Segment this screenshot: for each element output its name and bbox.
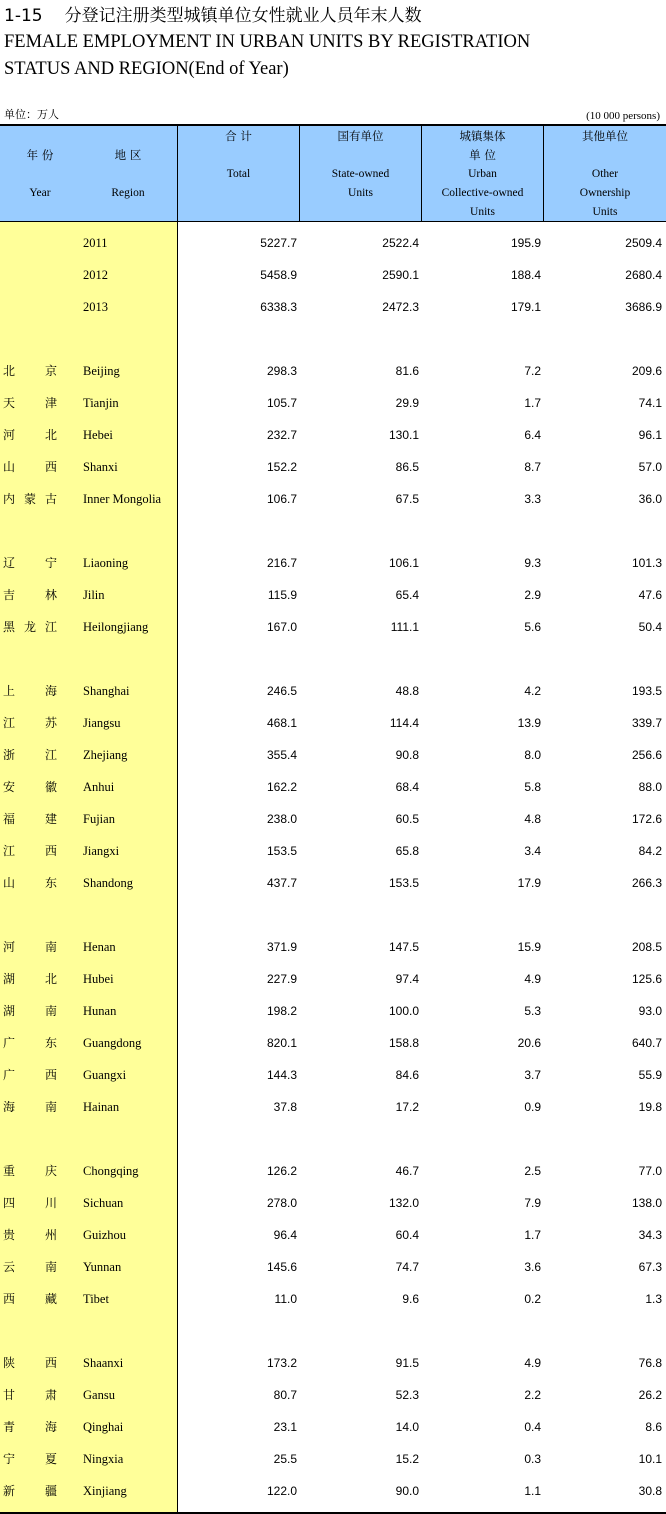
cell-total: 468.1 bbox=[266, 716, 297, 730]
cell-other-ownership: 172.6 bbox=[631, 812, 662, 826]
region-cn-char: 天 bbox=[3, 396, 16, 410]
cell-collective-owned: 3.6 bbox=[524, 1260, 541, 1274]
cell-total: 115.9 bbox=[267, 588, 297, 602]
cell-total: 23.1 bbox=[273, 1420, 297, 1434]
unit-label-cn: 单位：万人 bbox=[4, 108, 59, 121]
cell-collective-owned: 1.7 bbox=[524, 396, 541, 410]
cell-collective-owned: 4.9 bbox=[524, 1356, 541, 1370]
table-row bbox=[0, 233, 666, 253]
cell-state-owned: 68.4 bbox=[395, 780, 419, 794]
region-en: Jiangsu bbox=[83, 716, 121, 730]
cell-state-owned: 86.5 bbox=[395, 460, 419, 474]
region-cn-char: 西 bbox=[45, 844, 58, 858]
cell-other-ownership: 3686.9 bbox=[625, 300, 662, 314]
cell-collective-owned: 9.3 bbox=[524, 556, 541, 570]
cell-state-owned: 67.5 bbox=[395, 492, 419, 506]
table-row bbox=[0, 1481, 666, 1501]
region-cn-char: 东 bbox=[45, 1036, 58, 1050]
cell-collective-owned: 3.3 bbox=[524, 492, 541, 506]
region-cn-char: 黑 bbox=[3, 620, 16, 634]
region-en: Shaanxi bbox=[83, 1356, 124, 1370]
cell-total: 144.3 bbox=[266, 1068, 297, 1082]
cell-other-ownership: 74.1 bbox=[638, 396, 662, 410]
region-en: Hainan bbox=[83, 1100, 120, 1114]
header-collective-cn2: 单 位 bbox=[469, 148, 496, 162]
cell-state-owned: 74.7 bbox=[395, 1260, 419, 1274]
cell-state-owned: 114.4 bbox=[389, 716, 419, 730]
table-row bbox=[0, 873, 666, 893]
table-row bbox=[0, 361, 666, 381]
region-cn-char: 津 bbox=[45, 396, 58, 410]
cell-collective-owned: 15.9 bbox=[517, 940, 541, 954]
region-en: Jiangxi bbox=[83, 844, 120, 858]
table-row bbox=[0, 713, 666, 733]
region-cn-char: 新 bbox=[3, 1484, 16, 1498]
cell-other-ownership: 640.7 bbox=[631, 1036, 662, 1050]
cell-collective-owned: 4.8 bbox=[524, 812, 541, 826]
cell-state-owned: 90.0 bbox=[395, 1484, 419, 1498]
header-total-cn: 合 计 bbox=[225, 129, 252, 143]
cell-total: 122.0 bbox=[266, 1484, 297, 1498]
cell-collective-owned: 5.8 bbox=[524, 780, 541, 794]
cell-collective-owned: 195.9 bbox=[510, 236, 541, 250]
region-cn-char: 西 bbox=[45, 1068, 58, 1082]
header-state-cn: 国有单位 bbox=[337, 129, 384, 143]
cell-other-ownership: 8.6 bbox=[645, 1420, 662, 1434]
cell-collective-owned: 0.9 bbox=[524, 1100, 541, 1114]
cell-total: 105.7 bbox=[266, 396, 297, 410]
cell-state-owned: 29.9 bbox=[395, 396, 419, 410]
table-row bbox=[0, 745, 666, 765]
cell-other-ownership: 138.0 bbox=[631, 1196, 662, 1210]
region-cn-char: 内 bbox=[3, 492, 16, 506]
region-cn-char: 海 bbox=[3, 1100, 16, 1114]
cell-other-ownership: 2680.4 bbox=[625, 268, 662, 282]
cell-state-owned: 65.4 bbox=[395, 588, 419, 602]
cell-total: 6338.3 bbox=[260, 300, 297, 314]
cell-total: 246.5 bbox=[266, 684, 297, 698]
region-cn-char: 古 bbox=[45, 492, 58, 506]
cell-collective-owned: 5.3 bbox=[524, 1004, 541, 1018]
cell-total: 198.2 bbox=[266, 1004, 297, 1018]
cell-total: 278.0 bbox=[266, 1196, 297, 1210]
region-cn-char: 河 bbox=[3, 940, 16, 954]
region-en: Qinghai bbox=[83, 1420, 124, 1434]
header-state-en1: State-owned bbox=[331, 168, 390, 180]
title-cn-text: 分登记注册类型城镇单位女性就业人员年末人数 bbox=[64, 6, 422, 26]
region-cn-char: 西 bbox=[3, 1292, 16, 1306]
cell-state-owned: 9.6 bbox=[402, 1292, 419, 1306]
table-row bbox=[0, 1161, 666, 1181]
region-en: Hunan bbox=[83, 1004, 117, 1018]
table-row bbox=[0, 1001, 666, 1021]
cell-state-owned: 48.8 bbox=[395, 684, 419, 698]
region-en: Jilin bbox=[83, 588, 105, 602]
table-row bbox=[0, 489, 666, 509]
region-cn-char: 川 bbox=[45, 1196, 58, 1210]
header-region-cn: 地 区 bbox=[114, 148, 142, 162]
region-en: Heilongjiang bbox=[83, 620, 149, 634]
cell-total: 820.1 bbox=[266, 1036, 297, 1050]
region-en: 2011 bbox=[83, 236, 108, 250]
cell-total: 238.0 bbox=[266, 812, 297, 826]
header-collective-cn1: 城镇集体 bbox=[459, 129, 506, 143]
region-cn-char: 西 bbox=[45, 1356, 58, 1370]
cell-other-ownership: 55.9 bbox=[638, 1068, 662, 1082]
cell-total: 153.5 bbox=[266, 844, 297, 858]
table-stub-column bbox=[0, 222, 177, 1512]
region-cn-char: 徽 bbox=[45, 780, 58, 794]
header-other-en2: Ownership bbox=[579, 187, 631, 199]
cell-total: 106.7 bbox=[266, 492, 297, 506]
region-cn-char: 北 bbox=[3, 364, 16, 378]
table-row bbox=[0, 1449, 666, 1469]
cell-other-ownership: 76.8 bbox=[638, 1356, 662, 1370]
cell-total: 96.4 bbox=[273, 1228, 297, 1242]
cell-total: 298.3 bbox=[266, 364, 297, 378]
header-total-en: Total bbox=[226, 168, 251, 180]
region-en: Gansu bbox=[83, 1388, 115, 1402]
table-row bbox=[0, 1193, 666, 1213]
region-cn-char: 上 bbox=[3, 684, 16, 698]
cell-other-ownership: 266.3 bbox=[631, 876, 662, 890]
cell-collective-owned: 0.4 bbox=[524, 1420, 541, 1434]
header-other-en3: Units bbox=[592, 206, 618, 218]
region-cn-char: 北 bbox=[45, 428, 58, 442]
cell-state-owned: 2590.1 bbox=[382, 268, 419, 282]
cell-other-ownership: 26.2 bbox=[638, 1388, 662, 1402]
cell-other-ownership: 57.0 bbox=[638, 460, 662, 474]
table-row bbox=[0, 1257, 666, 1277]
region-cn-char: 东 bbox=[45, 876, 58, 890]
region-cn-char: 州 bbox=[45, 1228, 58, 1242]
region-cn-char: 海 bbox=[45, 684, 58, 698]
table-row bbox=[0, 585, 666, 605]
cell-collective-owned: 20.6 bbox=[517, 1036, 541, 1050]
region-cn-char: 云 bbox=[3, 1260, 16, 1274]
cell-total: 162.2 bbox=[266, 780, 297, 794]
region-cn-char: 甘 bbox=[3, 1388, 16, 1402]
cell-collective-owned: 2.5 bbox=[524, 1164, 541, 1178]
cell-collective-owned: 3.4 bbox=[524, 844, 541, 858]
region-cn-char: 广 bbox=[3, 1036, 16, 1050]
cell-total: 5458.9 bbox=[260, 268, 297, 282]
region-cn-char: 重 bbox=[3, 1164, 16, 1178]
header-collective-en3: Units bbox=[470, 206, 495, 218]
cell-other-ownership: 2509.4 bbox=[625, 236, 662, 250]
table-row bbox=[0, 265, 666, 285]
region-en: Guangdong bbox=[83, 1036, 142, 1050]
table-row bbox=[0, 297, 666, 317]
cell-collective-owned: 179.1 bbox=[510, 300, 541, 314]
cell-total: 173.2 bbox=[266, 1356, 297, 1370]
region-en: Guizhou bbox=[83, 1228, 127, 1242]
region-en: Yunnan bbox=[83, 1260, 122, 1274]
cell-other-ownership: 101.3 bbox=[631, 556, 662, 570]
cell-other-ownership: 84.2 bbox=[638, 844, 662, 858]
cell-total: 437.7 bbox=[266, 876, 297, 890]
table-row bbox=[0, 841, 666, 861]
region-cn-char: 湖 bbox=[3, 1004, 16, 1018]
cell-collective-owned: 3.7 bbox=[524, 1068, 541, 1082]
cell-collective-owned: 8.7 bbox=[524, 460, 541, 474]
table-title-en-line2: STATUS AND REGION(End of Year) bbox=[4, 59, 289, 79]
region-cn-char: 安 bbox=[3, 780, 16, 794]
cell-state-owned: 17.2 bbox=[395, 1100, 419, 1114]
cell-collective-owned: 0.3 bbox=[524, 1452, 541, 1466]
region-cn-char: 辽 bbox=[3, 556, 16, 570]
region-cn-char: 吉 bbox=[3, 588, 16, 602]
region-cn-char: 林 bbox=[45, 588, 58, 602]
cell-other-ownership: 339.7 bbox=[631, 716, 662, 730]
cell-state-owned: 2522.4 bbox=[382, 236, 419, 250]
cell-total: 5227.7 bbox=[260, 236, 297, 250]
region-cn-char: 陕 bbox=[3, 1356, 16, 1370]
cell-total: 25.5 bbox=[273, 1452, 297, 1466]
cell-state-owned: 14.0 bbox=[395, 1420, 419, 1434]
region-cn-char: 江 bbox=[3, 716, 16, 730]
cell-state-owned: 84.6 bbox=[395, 1068, 419, 1082]
region-cn-char: 庆 bbox=[45, 1164, 58, 1178]
region-cn-char: 西 bbox=[45, 460, 58, 474]
cell-other-ownership: 1.3 bbox=[645, 1292, 662, 1306]
region-cn-char: 肃 bbox=[45, 1388, 58, 1402]
cell-total: 152.2 bbox=[266, 460, 297, 474]
cell-state-owned: 91.5 bbox=[395, 1356, 419, 1370]
header-collective-en1: Urban bbox=[468, 168, 497, 180]
cell-other-ownership: 193.5 bbox=[631, 684, 662, 698]
region-cn-char: 山 bbox=[3, 876, 16, 890]
cell-state-owned: 153.5 bbox=[388, 876, 419, 890]
header-other-en1: Other bbox=[591, 168, 619, 180]
region-en: Liaoning bbox=[83, 556, 129, 570]
region-cn-char: 北 bbox=[45, 972, 58, 986]
cell-total: 37.8 bbox=[273, 1100, 297, 1114]
region-en: Sichuan bbox=[83, 1196, 124, 1210]
stub-divider bbox=[177, 222, 178, 1512]
cell-state-owned: 65.8 bbox=[395, 844, 419, 858]
table-row bbox=[0, 681, 666, 701]
region-en: Zhejiang bbox=[83, 748, 128, 762]
cell-other-ownership: 77.0 bbox=[638, 1164, 662, 1178]
region-en: Inner Mongolia bbox=[83, 492, 162, 506]
region-cn-char: 海 bbox=[45, 1420, 58, 1434]
table-row bbox=[0, 809, 666, 829]
cell-state-owned: 97.4 bbox=[395, 972, 419, 986]
region-cn-char: 龙 bbox=[24, 620, 37, 634]
cell-other-ownership: 96.1 bbox=[638, 428, 662, 442]
region-cn-char: 浙 bbox=[3, 748, 16, 762]
cell-state-owned: 60.5 bbox=[395, 812, 419, 826]
region-cn-char: 南 bbox=[45, 940, 58, 954]
table-number: 1-15 bbox=[4, 6, 43, 26]
cell-total: 355.4 bbox=[266, 748, 297, 762]
region-en: 2012 bbox=[83, 268, 108, 282]
region-cn-char: 南 bbox=[45, 1004, 58, 1018]
table-row bbox=[0, 457, 666, 477]
unit-label-en: (10 000 persons) bbox=[586, 110, 660, 122]
region-cn-char: 山 bbox=[3, 460, 16, 474]
cell-other-ownership: 125.6 bbox=[631, 972, 662, 986]
table-row bbox=[0, 1353, 666, 1373]
table-row bbox=[0, 393, 666, 413]
cell-state-owned: 15.2 bbox=[395, 1452, 419, 1466]
cell-collective-owned: 0.2 bbox=[524, 1292, 541, 1306]
region-en: Hebei bbox=[83, 428, 113, 442]
cell-state-owned: 2472.3 bbox=[382, 300, 419, 314]
cell-state-owned: 46.7 bbox=[395, 1164, 419, 1178]
region-en: 2013 bbox=[83, 300, 108, 314]
cell-other-ownership: 36.0 bbox=[638, 492, 662, 506]
cell-state-owned: 158.8 bbox=[388, 1036, 419, 1050]
table-row bbox=[0, 1289, 666, 1309]
table-row bbox=[0, 1065, 666, 1085]
region-en: Shandong bbox=[83, 876, 133, 890]
cell-other-ownership: 67.3 bbox=[638, 1260, 662, 1274]
table-row bbox=[0, 1097, 666, 1117]
region-en: Xinjiang bbox=[83, 1484, 127, 1498]
cell-collective-owned: 2.2 bbox=[524, 1388, 541, 1402]
cell-total: 126.2 bbox=[266, 1164, 297, 1178]
region-cn-char: 江 bbox=[45, 620, 58, 634]
cell-total: 167.0 bbox=[266, 620, 297, 634]
region-cn-char: 青 bbox=[3, 1420, 16, 1434]
region-en: Guangxi bbox=[83, 1068, 127, 1082]
region-cn-char: 疆 bbox=[45, 1484, 58, 1498]
region-cn-char: 贵 bbox=[3, 1228, 16, 1242]
cell-other-ownership: 34.3 bbox=[638, 1228, 662, 1242]
region-cn-char: 南 bbox=[45, 1100, 58, 1114]
region-cn-char: 四 bbox=[3, 1196, 16, 1210]
cell-total: 232.7 bbox=[266, 428, 297, 442]
region-cn-char: 宁 bbox=[45, 556, 58, 570]
cell-collective-owned: 7.2 bbox=[524, 364, 541, 378]
cell-state-owned: 111.1 bbox=[390, 620, 419, 634]
header-year-en: Year bbox=[29, 187, 51, 199]
table-title-en-line1: FEMALE EMPLOYMENT IN URBAN UNITS BY REGISTRATION bbox=[4, 32, 531, 52]
cell-other-ownership: 10.1 bbox=[638, 1452, 662, 1466]
table-row bbox=[0, 937, 666, 957]
cell-state-owned: 100.0 bbox=[388, 1004, 419, 1018]
cell-collective-owned: 188.4 bbox=[510, 268, 541, 282]
cell-state-owned: 147.5 bbox=[388, 940, 419, 954]
cell-collective-owned: 4.2 bbox=[524, 684, 541, 698]
cell-other-ownership: 50.4 bbox=[638, 620, 662, 634]
cell-total: 227.9 bbox=[266, 972, 297, 986]
cell-collective-owned: 2.9 bbox=[524, 588, 541, 602]
region-en: Tibet bbox=[83, 1292, 109, 1306]
region-cn-char: 宁 bbox=[3, 1452, 16, 1466]
header-collective-en2: Collective-owned bbox=[441, 187, 524, 199]
region-cn-char: 河 bbox=[3, 428, 16, 442]
cell-total: 145.6 bbox=[266, 1260, 297, 1274]
cell-state-owned: 81.6 bbox=[395, 364, 419, 378]
cell-state-owned: 90.8 bbox=[395, 748, 419, 762]
region-cn-char: 建 bbox=[45, 812, 58, 826]
region-en: Fujian bbox=[83, 812, 115, 826]
region-en: Tianjin bbox=[83, 396, 119, 410]
cell-total: 80.7 bbox=[273, 1388, 297, 1402]
region-cn-char: 江 bbox=[3, 844, 16, 858]
region-en: Anhui bbox=[83, 780, 115, 794]
table-row bbox=[0, 553, 666, 573]
table-row bbox=[0, 1033, 666, 1053]
cell-other-ownership: 30.8 bbox=[638, 1484, 662, 1498]
table-row bbox=[0, 1225, 666, 1245]
cell-collective-owned: 17.9 bbox=[517, 876, 541, 890]
table-title-cn bbox=[4, 4, 422, 28]
cell-collective-owned: 1.1 bbox=[524, 1484, 541, 1498]
region-cn-char: 夏 bbox=[45, 1452, 58, 1466]
region-cn-char: 苏 bbox=[45, 716, 58, 730]
cell-collective-owned: 4.9 bbox=[524, 972, 541, 986]
region-cn-char: 蒙 bbox=[24, 492, 37, 506]
region-cn-char: 江 bbox=[45, 748, 58, 762]
cell-total: 371.9 bbox=[266, 940, 297, 954]
region-en: Chongqing bbox=[83, 1164, 139, 1178]
cell-other-ownership: 208.5 bbox=[631, 940, 662, 954]
cell-collective-owned: 5.6 bbox=[524, 620, 541, 634]
cell-collective-owned: 13.9 bbox=[517, 716, 541, 730]
region-en: Shanxi bbox=[83, 460, 118, 474]
cell-collective-owned: 6.4 bbox=[524, 428, 541, 442]
table-row bbox=[0, 1417, 666, 1437]
region-en: Shanghai bbox=[83, 684, 130, 698]
region-cn-char: 藏 bbox=[45, 1292, 58, 1306]
cell-other-ownership: 88.0 bbox=[638, 780, 662, 794]
region-cn-char: 广 bbox=[3, 1068, 16, 1082]
cell-total: 11.0 bbox=[274, 1292, 297, 1306]
cell-state-owned: 132.0 bbox=[388, 1196, 419, 1210]
header-region-en: Region bbox=[111, 187, 145, 199]
cell-collective-owned: 7.9 bbox=[524, 1196, 541, 1210]
cell-other-ownership: 19.8 bbox=[638, 1100, 662, 1114]
cell-other-ownership: 256.6 bbox=[631, 748, 662, 762]
cell-collective-owned: 1.7 bbox=[524, 1228, 541, 1242]
cell-other-ownership: 209.6 bbox=[631, 364, 662, 378]
cell-total: 216.7 bbox=[266, 556, 297, 570]
region-en: Beijing bbox=[83, 364, 120, 378]
region-en: Ningxia bbox=[83, 1452, 124, 1466]
cell-other-ownership: 47.6 bbox=[638, 588, 662, 602]
region-cn-char: 京 bbox=[45, 364, 58, 378]
region-en: Hubei bbox=[83, 972, 114, 986]
table-row bbox=[0, 777, 666, 797]
cell-collective-owned: 8.0 bbox=[524, 748, 541, 762]
table-row bbox=[0, 617, 666, 637]
cell-state-owned: 52.3 bbox=[395, 1388, 419, 1402]
region-cn-char: 南 bbox=[45, 1260, 58, 1274]
cell-state-owned: 130.1 bbox=[388, 428, 419, 442]
table-row bbox=[0, 1385, 666, 1405]
table-row bbox=[0, 969, 666, 989]
region-en: Henan bbox=[83, 940, 116, 954]
header-year-cn: 年 份 bbox=[26, 148, 54, 162]
header-state-en2: Units bbox=[348, 187, 373, 199]
cell-state-owned: 60.4 bbox=[395, 1228, 419, 1242]
header-other-cn: 其他单位 bbox=[582, 129, 628, 143]
table-row bbox=[0, 425, 666, 445]
region-cn-char: 湖 bbox=[3, 972, 16, 986]
cell-other-ownership: 93.0 bbox=[638, 1004, 662, 1018]
cell-state-owned: 106.1 bbox=[388, 556, 419, 570]
region-cn-char: 福 bbox=[3, 812, 16, 826]
